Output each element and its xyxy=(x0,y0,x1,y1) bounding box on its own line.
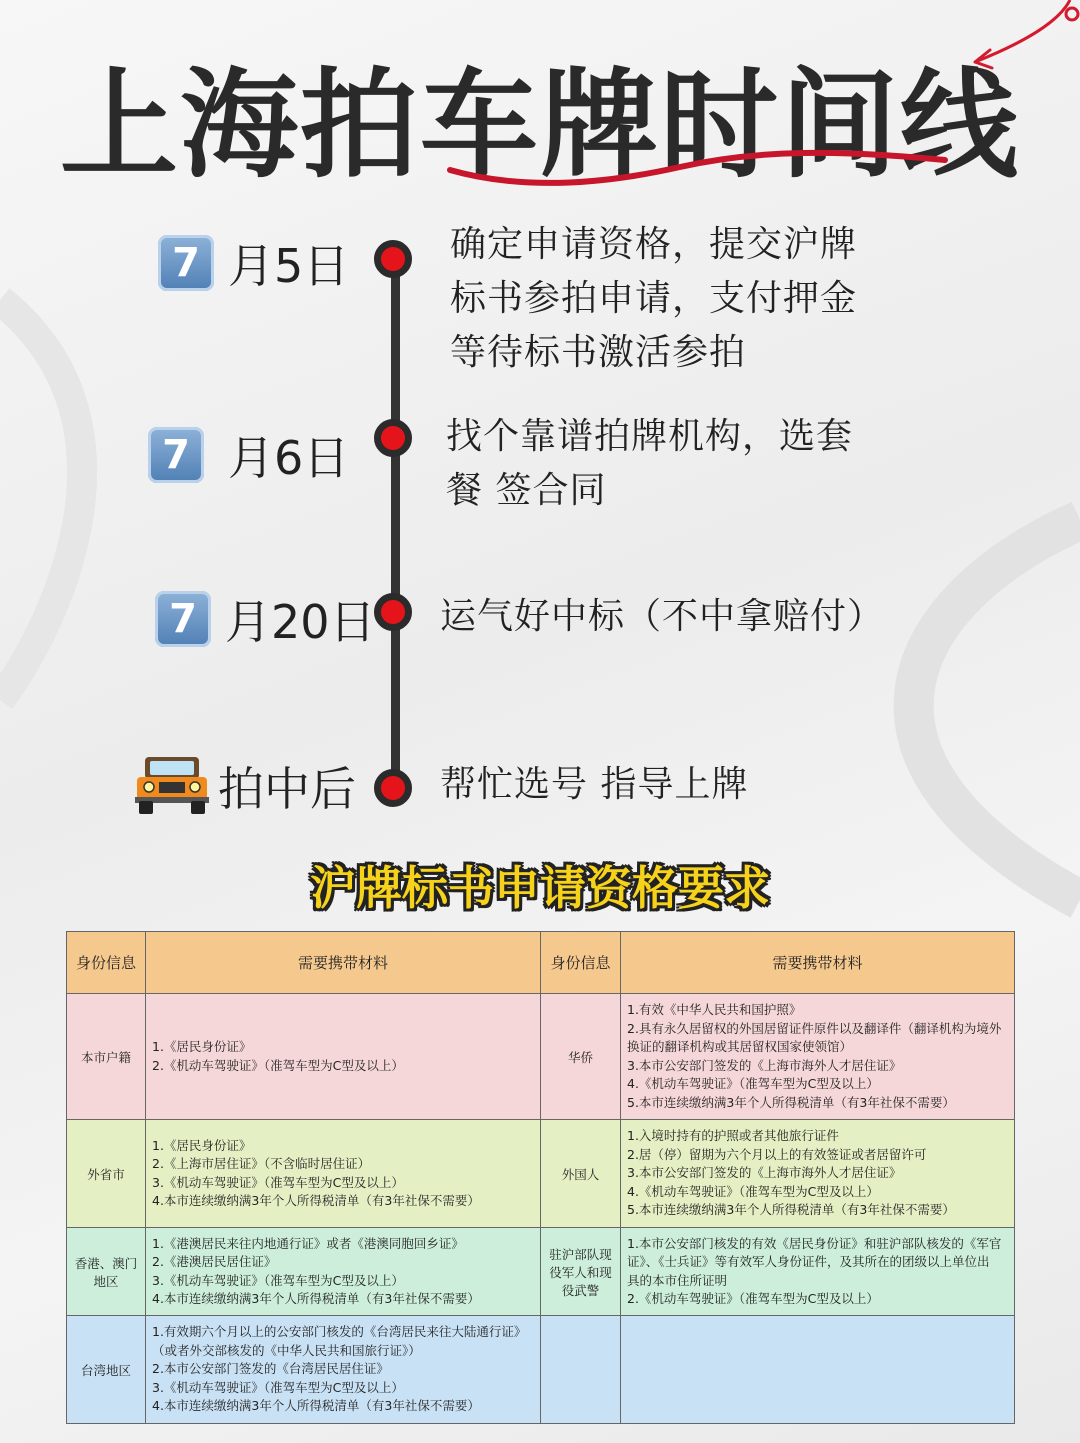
material-line: 2.本市公安部门签发的《台湾居民居住证》 xyxy=(152,1361,389,1377)
table-header: 需要携带材料 xyxy=(621,932,1015,994)
identity-cell: 本市户籍 xyxy=(67,994,146,1120)
table-row xyxy=(67,1120,1015,1228)
timeline-dot xyxy=(374,419,412,457)
materials-cell xyxy=(146,1228,541,1316)
material-line: 1.本市公安部门核发的有效《居民身份证》和驻沪部队核发的《军官 xyxy=(627,1235,1002,1251)
identity-cell: 华侨 xyxy=(541,994,621,1120)
desc-line: 餐 签合同 xyxy=(446,470,607,511)
material-line: 2.《港澳居民居住证》 xyxy=(152,1254,277,1269)
desc-line: 等待标书激活参拍 xyxy=(450,332,747,373)
material-line: 5.本市连续缴纳满3年个人所得税清单（有3年社保不需要） xyxy=(627,1094,955,1110)
timeline-desc-3 xyxy=(440,590,884,644)
decorative-arrow-icon xyxy=(960,0,1080,80)
materials-cell xyxy=(621,1316,1015,1424)
timeline-line xyxy=(391,258,400,793)
desc-line: 确定申请资格，提交沪牌 xyxy=(450,224,858,265)
timeline-dot xyxy=(374,240,412,278)
material-line: 4.《机动车驾驶证》（准驾车型为C型及以上） xyxy=(627,1183,879,1199)
timeline-date-2 xyxy=(148,422,349,488)
desc-line: 帮忙选号 指导上牌 xyxy=(440,764,749,805)
date-label: 月20日 xyxy=(225,595,376,649)
material-line: （或者外交部核发的《中华人民共和国旅行证》） xyxy=(152,1342,421,1358)
material-line: 3.《机动车驾驶证》（准驾车型为C型及以上） xyxy=(152,1174,404,1190)
material-line: 5.本市连续缴纳满3年个人所得税清单（有3年社保不需要） xyxy=(627,1202,955,1218)
timeline-desc-1 xyxy=(450,218,857,380)
title-underline xyxy=(440,145,960,195)
material-line: 4.本市连续缴纳满3年个人所得税清单（有3年社保不需要） xyxy=(152,1193,480,1208)
identity-cell: 香港、澳门 地区 xyxy=(67,1228,146,1316)
timeline-date-1 xyxy=(158,230,349,296)
material-line: 换证的翻译机构或其居留权国家使领馆） xyxy=(627,1039,853,1054)
desc-line: 运气好中标（不中拿赔付） xyxy=(440,596,885,637)
timeline-desc-2 xyxy=(446,410,853,518)
material-line: 4.本市连续缴纳满3年个人所得税清单（有3年社保不需要） xyxy=(152,1398,480,1414)
desc-line: 找个靠谱拍牌机构，选套 xyxy=(446,416,854,457)
material-line: 1.有效期六个月以上的公安部门核发的《台湾居民来往大陆通行证》 xyxy=(152,1324,527,1340)
table-header: 需要携带材料 xyxy=(146,932,541,994)
material-line: 2.《机动车驾驶证》（准驾车型为C型及以上） xyxy=(627,1291,879,1306)
material-line: 1.《居民身份证》 xyxy=(152,1039,252,1054)
material-line: 2.居（停）留期为六个月以上的有效签证或者居留许可 xyxy=(627,1146,927,1162)
timeline-dot xyxy=(374,593,412,631)
materials-cell xyxy=(621,1120,1015,1228)
material-line: 2.《上海市居住证》（不含临时居住证） xyxy=(152,1156,371,1171)
materials-cell xyxy=(621,994,1015,1120)
table-header: 身份信息 xyxy=(67,932,146,994)
table-row xyxy=(67,1316,1015,1424)
table-row xyxy=(67,994,1015,1120)
material-line: 2.《机动车驾驶证》（准驾车型为C型及以上） xyxy=(152,1057,404,1073)
materials-cell xyxy=(146,1120,541,1228)
identity-cell: 外省市 xyxy=(67,1120,146,1228)
material-line: 3.本市公安部门签发的《上海市海外人才居住证》 xyxy=(627,1165,902,1181)
material-line: 4.《机动车驾驶证》（准驾车型为C型及以上） xyxy=(627,1076,879,1091)
table-header-row xyxy=(67,932,1015,994)
table-header: 身份信息 xyxy=(541,932,621,994)
keycap-icon: 7 xyxy=(158,235,214,291)
identity-cell: 台湾地区 xyxy=(67,1316,146,1424)
timeline-dot xyxy=(374,769,412,807)
materials-cell xyxy=(146,994,541,1120)
identity-cell: 驻沪部队现 役军人和现 役武警 xyxy=(541,1228,621,1316)
page-title: 上海拍车牌时间线 xyxy=(59,56,1020,194)
keycap-icon: 7 xyxy=(155,591,211,647)
material-line: 1.有效《中华人民共和国护照》 xyxy=(627,1002,802,1017)
keycap-icon: 7 xyxy=(148,427,204,483)
material-line: 具的本市住所证明 xyxy=(627,1272,728,1288)
material-line: 1.入境时持有的护照或者其他旅行证件 xyxy=(627,1128,839,1144)
jeep-icon xyxy=(135,753,209,815)
date-label: 月6日 xyxy=(228,431,350,485)
material-line: 3.《机动车驾驶证》（准驾车型为C型及以上） xyxy=(152,1272,404,1288)
date-label: 拍中后 xyxy=(218,762,356,816)
materials-cell xyxy=(146,1316,541,1424)
table-row xyxy=(67,1228,1015,1316)
desc-line: 标书参拍申请，支付押金 xyxy=(450,278,858,319)
material-line: 1.《港澳居民来往内地通行证》或者《港澳同胞回乡证》 xyxy=(152,1235,464,1251)
material-line: 3.本市公安部门签发的《上海市海外人才居住证》 xyxy=(627,1057,902,1073)
material-line: 2.具有永久居留权的外国居留证件原件以及翻译件（翻译机构为境外 xyxy=(627,1020,1002,1036)
identity-cell: 外国人 xyxy=(541,1120,621,1228)
material-line: 1.《居民身份证》 xyxy=(152,1137,252,1153)
timeline-date-3 xyxy=(155,586,376,652)
date-label: 月5日 xyxy=(228,239,350,293)
requirements-table xyxy=(66,931,1015,1424)
materials-cell xyxy=(621,1228,1015,1316)
material-line: 证》、《士兵证》等有效军人身份证件，及其所在的团级以上单位出 xyxy=(627,1254,990,1269)
section-title: 沪牌标书申请资格要求 xyxy=(310,861,770,915)
identity-cell xyxy=(541,1316,621,1424)
timeline-desc-4 xyxy=(440,758,748,812)
material-line: 4.本市连续缴纳满3年个人所得税清单（有3年社保不需要） xyxy=(152,1291,480,1306)
material-line: 3.《机动车驾驶证》（准驾车型为C型及以上） xyxy=(152,1379,404,1395)
timeline-date-4 xyxy=(218,753,356,819)
